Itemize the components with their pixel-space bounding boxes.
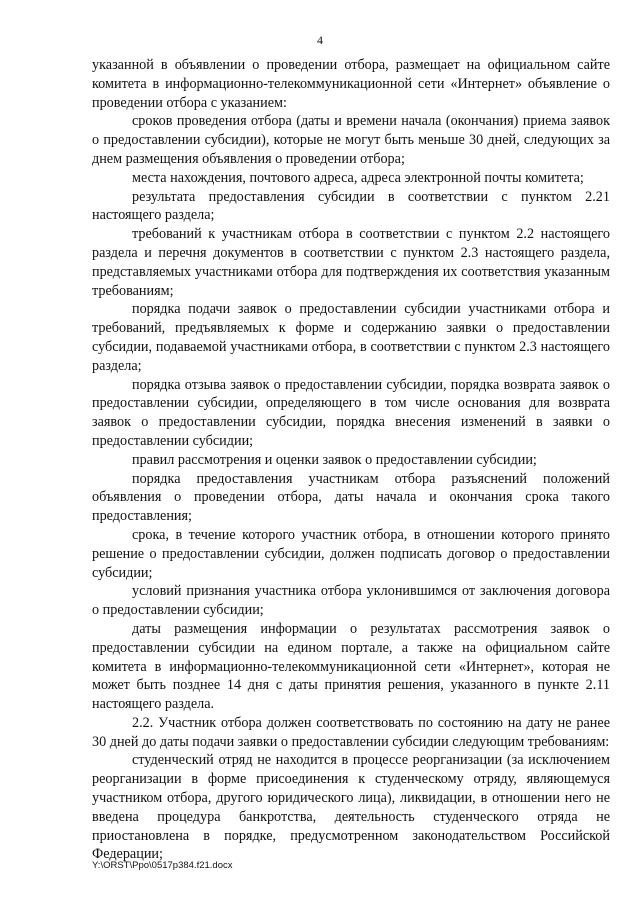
paragraph: условий признания участника отбора уклонившимся от заключения договора о предоставлении субсидии; <box>92 583 610 619</box>
paragraph: сроков проведения отбора (даты и времени начала (окончания) приема заявок о предоставлении субсидии), которые не могут быть меньше 30 дней, следующих за днем размещения объявления о проведении отбора; <box>92 113 610 167</box>
paragraph: указанной в объявлении о проведении отбора, размещает на официальном сайте комитета в информационно-телекоммуникационной сети «Интернет» объявление о проведении отбора с указанием: <box>92 57 610 111</box>
paragraph: порядка предоставления участникам отбора разъяснений положений объявления о проведении отбора, даты начала и окончания срока такого предоставления; <box>92 470 610 525</box>
paragraph: порядка отзыва заявок о предоставлении субсидии, порядка возврата заявок о предоставлении субсидии, определяющего в том числе основания для возврата заявок о предоставлении субсидии, порядка внесения изменений в заявки о предоставлении субсидии; <box>92 376 610 449</box>
paragraph: результата предоставления субсидии в соответствии с пунктом 2.21 настоящего раздела; <box>92 188 610 224</box>
document-body <box>92 56 610 864</box>
paragraph: правил рассмотрения и оценки заявок о предоставлении субсидии; <box>132 451 537 468</box>
paragraph: срока, в течение которого участник отбора, в отношении которого принято решение о предоставлении субсидии, должен подписать договор о предоставлении субсидии; <box>92 526 610 581</box>
paragraph: студенческий отряд не находится в процессе реорганизации (за исключением реорганизации в форме присоединения к студенческому отряду, являющемуся участником отбора, другого юридического лица), ликвидации, в отношении него не введена процедура банкротства, деятельность студенческого отряда не приостановлена в порядке, предусмотренном законодательством Российской Федерации; <box>92 752 610 863</box>
page-number: 4 <box>317 33 323 47</box>
paragraph: места нахождения, почтового адреса, адреса электронной почты комитета; <box>132 169 584 186</box>
paragraph: порядка подачи заявок о предоставлении субсидии участниками отбора и требований, предъявляемых к форме и содержанию заявки о предоставлении субсидии, подаваемой участниками отбора, в соответствии с пунктом 2.3 настоящего раздела; <box>92 301 610 374</box>
footer-file-path: Y:\ORST\Ppo\0517p384.f21.docx <box>92 860 233 871</box>
section-2-2-paragraph: 2.2. Участник отбора должен соответствовать по состоянию на дату не ранее 30 дней до даты подачи заявки о предоставлении субсидии следующим требованиям: <box>92 714 610 750</box>
paragraph: требований к участникам отбора в соответствии с пунктом 2.2 настоящего раздела и перечня документов в соответствии с пунктом 2.3 настоящего раздела, представляемых участниками отбора для подтверждения их соответствия указанным требованиям; <box>92 226 610 299</box>
paragraph: даты размещения информации о результатах рассмотрения заявок о предоставлении субсидии на едином портале, а также на официальном сайте комитета в информационно-телекоммуникационной сети «Интернет», которая не может быть позднее 14 дня с даты принятия решения, указанного в пункте 2.11 настоящего раздела. <box>92 620 610 713</box>
